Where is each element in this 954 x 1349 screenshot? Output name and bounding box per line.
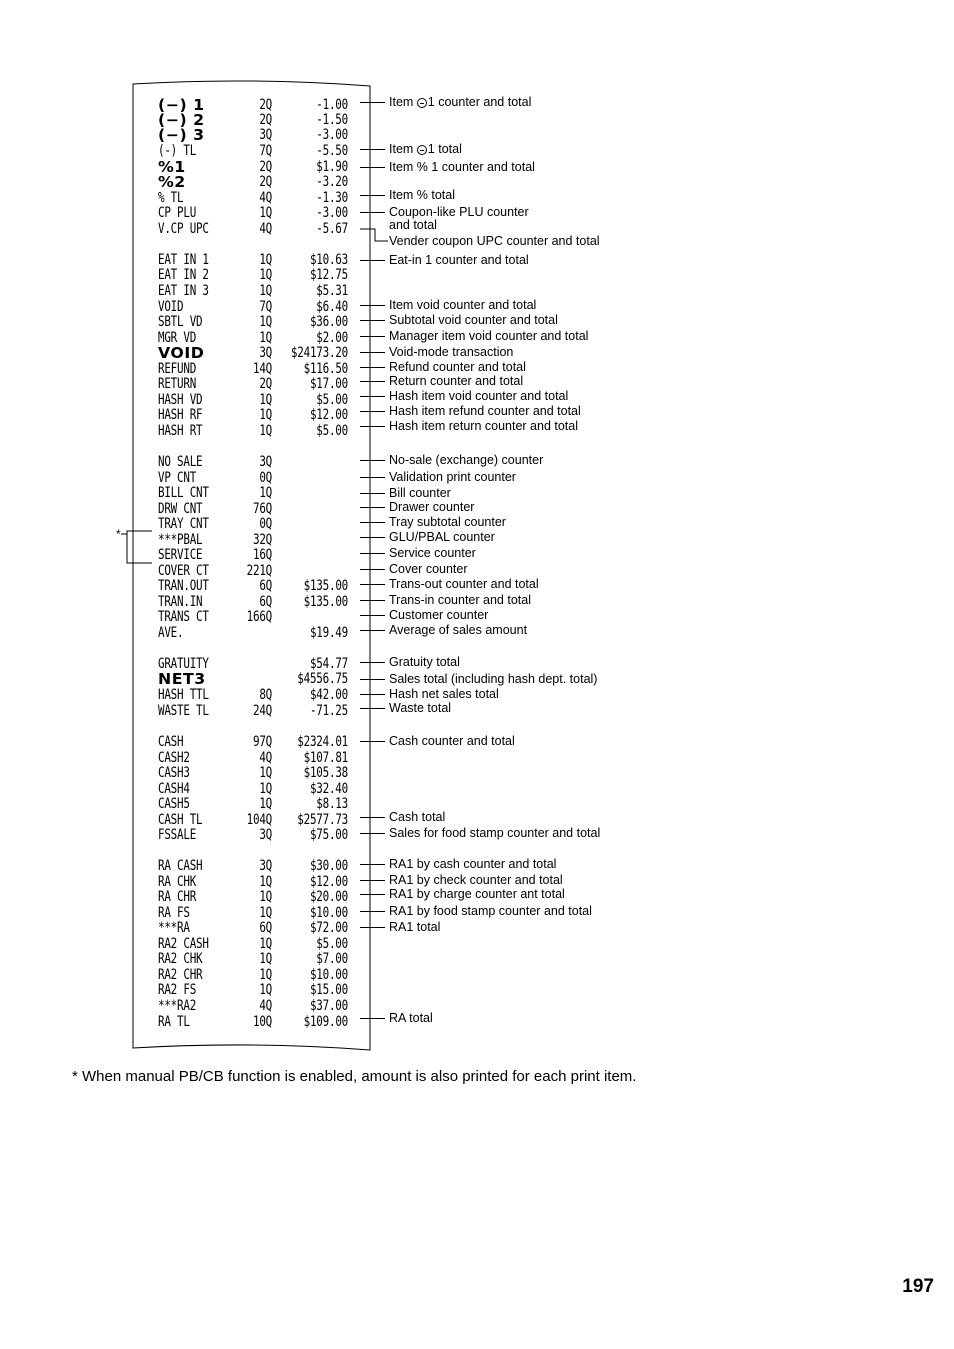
receipt-amount: $2324.01 <box>297 734 348 750</box>
annotation-text: Bill counter <box>389 486 451 500</box>
receipt-qty: 1Q <box>259 283 272 299</box>
receipt-label: WASTE TL <box>158 703 209 719</box>
receipt-row <box>0 703 954 719</box>
annotation-text: Sales total (including hash dept. total) <box>389 672 598 686</box>
circled-minus-icon <box>417 98 427 108</box>
leader-line <box>360 569 385 570</box>
leader-line <box>360 493 385 494</box>
receipt-qty: 2Q <box>259 112 272 128</box>
receipt-qty: 166Q <box>246 609 272 625</box>
receipt-qty: 3Q <box>259 827 272 843</box>
receipt-qty: 1Q <box>259 330 272 346</box>
leader-line <box>360 381 385 382</box>
receipt-amount: $135.00 <box>303 578 348 594</box>
receipt-qty: 8Q <box>259 687 272 703</box>
receipt-qty: 1Q <box>259 267 272 283</box>
annotation-text: Sales for food stamp counter and total <box>389 826 601 840</box>
annotation-text: Return counter and total <box>389 374 524 388</box>
receipt-qty: 3Q <box>259 127 272 143</box>
receipt-label: VOID <box>158 344 205 362</box>
receipt-label: CASH TL <box>158 812 203 828</box>
annotation-text: Hash net sales total <box>389 687 499 701</box>
receipt-label: HASH VD <box>158 392 203 408</box>
receipt-label: AVE. <box>158 625 184 641</box>
receipt-amount: $24173.20 <box>290 345 348 361</box>
annotation-text-prefix: Item <box>389 142 417 156</box>
receipt-amount: $8.13 <box>316 796 348 812</box>
receipt-label: EAT IN 3 <box>158 283 209 299</box>
receipt-qty: 10Q <box>252 1014 272 1030</box>
receipt-label: (−) 1 <box>158 96 205 114</box>
leader-line <box>360 260 385 261</box>
receipt-qty: 7Q <box>259 143 272 159</box>
receipt-qty: 6Q <box>259 920 272 936</box>
receipt-row <box>0 190 954 206</box>
receipt-label: TRAN.IN <box>158 594 203 610</box>
receipt-label: RA2 FS <box>158 982 197 998</box>
receipt-label: HASH RF <box>158 407 203 423</box>
receipt-label: (−) 2 <box>158 111 205 129</box>
receipt-label: RA CHK <box>158 874 197 890</box>
receipt-amount: $5.00 <box>316 936 348 952</box>
receipt-qty: 1Q <box>259 874 272 890</box>
receipt-amount: -3.00 <box>316 205 348 221</box>
leader-line <box>360 367 385 368</box>
page-number: 197 <box>902 1276 934 1297</box>
receipt-qty: 14Q <box>252 361 272 377</box>
annotation-text: Coupon-like PLU counter <box>389 205 529 219</box>
receipt-label: CASH <box>158 734 184 750</box>
receipt-amount: $7.00 <box>316 951 348 967</box>
receipt-qty: 6Q <box>259 594 272 610</box>
annotation-text: RA total <box>389 1011 433 1025</box>
receipt-row <box>0 143 954 159</box>
receipt-row <box>0 174 954 190</box>
receipt-qty: 1Q <box>259 765 272 781</box>
annotation-text: RA1 by check counter and total <box>389 873 563 887</box>
receipt-qty: 4Q <box>259 750 272 766</box>
annotation-text: Trans-in counter and total <box>389 593 531 607</box>
annotation-text: Hash item refund counter and total <box>389 404 581 418</box>
receipt-row <box>0 127 954 143</box>
annotation-text: Eat-in 1 counter and total <box>389 253 529 267</box>
leader-line <box>360 396 385 397</box>
receipt-amount: $19.49 <box>309 625 348 641</box>
annotation-text: RA1 total <box>389 920 441 934</box>
annotation-text: Service counter <box>389 546 476 560</box>
receipt-amount: -5.67 <box>316 221 348 237</box>
receipt-label: MGR VD <box>158 330 197 346</box>
receipt-qty: 2Q <box>259 174 272 190</box>
annotation-text: Cash total <box>389 810 446 824</box>
annotation-text: Hash item return counter and total <box>389 419 578 433</box>
receipt-qty: 0Q <box>259 516 272 532</box>
leader-line <box>360 195 385 196</box>
receipt-label: REFUND <box>158 361 197 377</box>
receipt-amount: $15.00 <box>309 982 348 998</box>
footnote: * When manual PB/CB function is enabled, amount is also printed for each print item. <box>72 1068 637 1085</box>
receipt-amount: $12.00 <box>309 874 348 890</box>
receipt-amount: -1.50 <box>316 112 348 128</box>
receipt-amount: $1.90 <box>316 159 348 175</box>
receipt-qty: 2Q <box>259 97 272 113</box>
receipt-amount: $54.77 <box>309 656 348 672</box>
leader-line <box>360 460 385 461</box>
receipt-qty: 7Q <box>259 299 272 315</box>
receipt-qty: 1Q <box>259 252 272 268</box>
receipt-label: RA FS <box>158 905 190 921</box>
receipt-label: HASH RT <box>158 423 203 439</box>
receipt-row <box>0 1014 954 1030</box>
receipt-amount: $4556.75 <box>297 671 348 687</box>
receipt-label: SBTL VD <box>158 314 203 330</box>
annotation-text: Item % total <box>389 188 455 202</box>
receipt-label: SERVICE <box>158 547 203 563</box>
receipt-row <box>0 920 954 936</box>
annotation-text: Tray subtotal counter <box>389 515 506 529</box>
leader-line <box>360 102 385 103</box>
annotation-text: Subtotal void counter and total <box>389 313 558 327</box>
receipt-label: VOID <box>158 299 184 315</box>
receipt-amount: $10.63 <box>309 252 348 268</box>
receipt-amount: $42.00 <box>309 687 348 703</box>
annotation-text: Validation print counter <box>389 470 516 484</box>
receipt-amount: $75.00 <box>309 827 348 843</box>
annotation-text: Item % 1 counter and total <box>389 160 535 174</box>
receipt-label: EAT IN 2 <box>158 267 209 283</box>
annotation-text: Void-mode transaction <box>389 345 514 359</box>
receipt-amount: -3.00 <box>316 127 348 143</box>
leader-line <box>360 630 385 631</box>
leader-line <box>360 662 385 663</box>
leader-line <box>360 537 385 538</box>
annotation-text-prefix: Item <box>389 95 417 109</box>
annotation-text: No-sale (exchange) counter <box>389 453 544 467</box>
receipt-qty: 6Q <box>259 578 272 594</box>
receipt-qty: 3Q <box>259 345 272 361</box>
receipt-qty: 2Q <box>259 159 272 175</box>
receipt-qty: 1Q <box>259 423 272 439</box>
receipt-label: FSSALE <box>158 827 197 843</box>
receipt-row <box>0 267 954 283</box>
receipt-label: %1 <box>158 158 186 176</box>
receipt-label: (-) TL <box>158 143 197 159</box>
receipt-qty: 1Q <box>259 982 272 998</box>
leader-line <box>360 880 385 881</box>
leader-line <box>360 911 385 912</box>
leader-line <box>360 426 385 427</box>
receipt-row <box>0 547 954 563</box>
receipt-qty: 1Q <box>259 796 272 812</box>
receipt-amount: $5.31 <box>316 283 348 299</box>
receipt-amount: $36.00 <box>309 314 348 330</box>
receipt-qty: 0Q <box>259 470 272 486</box>
receipt-row <box>0 283 954 299</box>
leader-line <box>360 833 385 834</box>
receipt-amount: -5.50 <box>316 143 348 159</box>
receipt-label: V.CP UPC <box>158 221 209 237</box>
receipt-amount: $135.00 <box>303 594 348 610</box>
receipt-label: RA2 CHK <box>158 951 203 967</box>
annotation-text: Waste total <box>389 701 452 715</box>
receipt-row <box>0 781 954 797</box>
annotation-text: Refund counter and total <box>389 360 526 374</box>
receipt-label: (−) 3 <box>158 126 205 144</box>
receipt-amount: -1.00 <box>316 97 348 113</box>
receipt-label: CASH5 <box>158 796 190 812</box>
receipt-qty: 3Q <box>259 454 272 470</box>
receipt-amount: $109.00 <box>303 1014 348 1030</box>
leader-line <box>360 584 385 585</box>
annotation-text: Trans-out counter and total <box>389 577 539 591</box>
receipt-row <box>0 485 954 501</box>
receipt-label: CASH3 <box>158 765 190 781</box>
receipt-label: RA2 CHR <box>158 967 203 983</box>
leader-line <box>360 600 385 601</box>
receipt-label: NO SALE <box>158 454 203 470</box>
receipt-label: BILL CNT <box>158 485 209 501</box>
annotation-text: Gratuity total <box>389 655 460 669</box>
receipt-label: ***PBAL <box>158 532 203 548</box>
asterisk-marker: * <box>116 527 121 541</box>
leader-line <box>360 477 385 478</box>
receipt-qty: 1Q <box>259 889 272 905</box>
receipt-qty: 1Q <box>259 781 272 797</box>
receipt-qty: 1Q <box>259 905 272 921</box>
leader-line <box>360 741 385 742</box>
receipt-label: NET3 <box>158 670 206 688</box>
annotation-text: Item void counter and total <box>389 298 537 312</box>
annotation-text: RA1 by charge counter ant total <box>389 887 565 901</box>
receipt-label: CASH2 <box>158 750 190 766</box>
leader-line <box>360 522 385 523</box>
receipt-qty: 4Q <box>259 998 272 1014</box>
leader-line <box>360 694 385 695</box>
receipt-label: RA2 CASH <box>158 936 209 952</box>
annotation-text: RA1 by cash counter and total <box>389 857 557 871</box>
leader-line <box>360 894 385 895</box>
receipt-qty: 4Q <box>259 221 272 237</box>
receipt-label: HASH TTL <box>158 687 209 703</box>
receipt-row <box>0 750 954 766</box>
receipt-amount: $5.00 <box>316 423 348 439</box>
leader-line <box>360 167 385 168</box>
receipt-qty: 104Q <box>246 812 272 828</box>
receipt-label: ***RA <box>158 920 190 936</box>
annotation-text: Cash counter and total <box>389 734 515 748</box>
receipt-row <box>0 951 954 967</box>
annotation-text-suffix: 1 counter and total <box>427 95 532 109</box>
leader-line <box>360 507 385 508</box>
receipt-amount: $72.00 <box>309 920 348 936</box>
circled-minus-icon <box>417 145 427 155</box>
receipt-amount: -71.25 <box>309 703 348 719</box>
annotation-text: RA1 by food stamp counter and total <box>389 904 592 918</box>
annotation-text: Customer counter <box>389 608 489 622</box>
receipt-qty: 97Q <box>252 734 272 750</box>
receipt-row <box>0 982 954 998</box>
receipt-amount: -1.30 <box>316 190 348 206</box>
annotation-text: and total <box>389 218 437 232</box>
receipt-row <box>0 936 954 952</box>
receipt-qty: 1Q <box>259 407 272 423</box>
receipt-amount: $6.40 <box>316 299 348 315</box>
receipt-amount: $12.00 <box>309 407 348 423</box>
annotation-text: Vender coupon UPC counter and total <box>389 234 600 248</box>
receipt-amount: $20.00 <box>309 889 348 905</box>
annotation-text: Manager item void counter and total <box>389 329 589 343</box>
receipt-amount: $2577.73 <box>297 812 348 828</box>
receipt-qty: 16Q <box>252 547 272 563</box>
receipt-qty: 1Q <box>259 314 272 330</box>
leader-line <box>360 149 385 150</box>
receipt-label: RA TL <box>158 1014 190 1030</box>
receipt-qty: 221Q <box>246 563 272 579</box>
receipt-qty: 1Q <box>259 951 272 967</box>
receipt-qty: 3Q <box>259 858 272 874</box>
leader-line <box>360 411 385 412</box>
receipt-label: VP CNT <box>158 470 197 486</box>
receipt-row <box>0 998 954 1014</box>
leader-line <box>360 615 385 616</box>
annotation-text: Hash item void counter and total <box>389 389 569 403</box>
leader-line <box>360 708 385 709</box>
receipt-qty: 76Q <box>252 501 272 517</box>
leader-line <box>360 212 385 213</box>
leader-line <box>360 927 385 928</box>
annotation-text: GLU/PBAL counter <box>389 530 495 544</box>
receipt-row <box>0 656 954 672</box>
leader-line <box>360 320 385 321</box>
receipt-amount: $30.00 <box>309 858 348 874</box>
receipt-qty: 1Q <box>259 967 272 983</box>
receipt-label: CP PLU <box>158 205 197 221</box>
receipt-label: RA CASH <box>158 858 203 874</box>
receipt-label: DRW CNT <box>158 501 203 517</box>
leader-line <box>360 817 385 818</box>
receipt-label: GRATUITY <box>158 656 209 672</box>
receipt-qty: 4Q <box>259 190 272 206</box>
receipt-amount: $5.00 <box>316 392 348 408</box>
leader-line <box>360 679 385 680</box>
receipt-qty: 1Q <box>259 485 272 501</box>
receipt-row <box>0 112 954 128</box>
annotation-text: Cover counter <box>389 562 468 576</box>
leader-line <box>360 864 385 865</box>
annotation-text-suffix: 1 total <box>427 142 462 156</box>
receipt-row <box>0 765 954 781</box>
leader-line <box>360 336 385 337</box>
receipt-qty: 1Q <box>259 936 272 952</box>
receipt-qty: 24Q <box>252 703 272 719</box>
annotation-text: Drawer counter <box>389 500 475 514</box>
leader-line <box>360 305 385 306</box>
receipt-amount: $17.00 <box>309 376 348 392</box>
receipt-amount: -3.20 <box>316 174 348 190</box>
receipt-label: TRANS CT <box>158 609 209 625</box>
receipt-amount: $10.00 <box>309 905 348 921</box>
receipt-qty: 32Q <box>252 532 272 548</box>
receipt-label: TRAN.OUT <box>158 578 209 594</box>
receipt-row <box>0 796 954 812</box>
annotation-text <box>389 142 462 156</box>
receipt-amount: $32.40 <box>309 781 348 797</box>
leader-line <box>360 553 385 554</box>
receipt-label: RETURN <box>158 376 197 392</box>
leader-line <box>360 352 385 353</box>
receipt-amount: $105.38 <box>303 765 348 781</box>
receipt-label: EAT IN 1 <box>158 252 209 268</box>
leader-line <box>360 1018 385 1019</box>
receipt-amount: $37.00 <box>309 998 348 1014</box>
receipt-amount: $12.75 <box>309 267 348 283</box>
receipt-amount: $116.50 <box>303 361 348 377</box>
receipt-label: %2 <box>158 173 186 191</box>
receipt-qty: 1Q <box>259 205 272 221</box>
receipt-amount: $10.00 <box>309 967 348 983</box>
receipt-label: % TL <box>158 190 184 206</box>
receipt-label: ***RA2 <box>158 998 197 1014</box>
receipt-qty: 2Q <box>259 376 272 392</box>
receipt-label: COVER CT <box>158 563 209 579</box>
annotation-text: Average of sales amount <box>389 623 528 637</box>
receipt-label: RA CHR <box>158 889 197 905</box>
receipt-qty: 1Q <box>259 392 272 408</box>
receipt-row <box>0 967 954 983</box>
annotation-text <box>389 95 531 109</box>
receipt-amount: $107.81 <box>303 750 348 766</box>
receipt-label: CASH4 <box>158 781 190 797</box>
receipt-amount: $2.00 <box>316 330 348 346</box>
receipt-label: TRAY CNT <box>158 516 209 532</box>
